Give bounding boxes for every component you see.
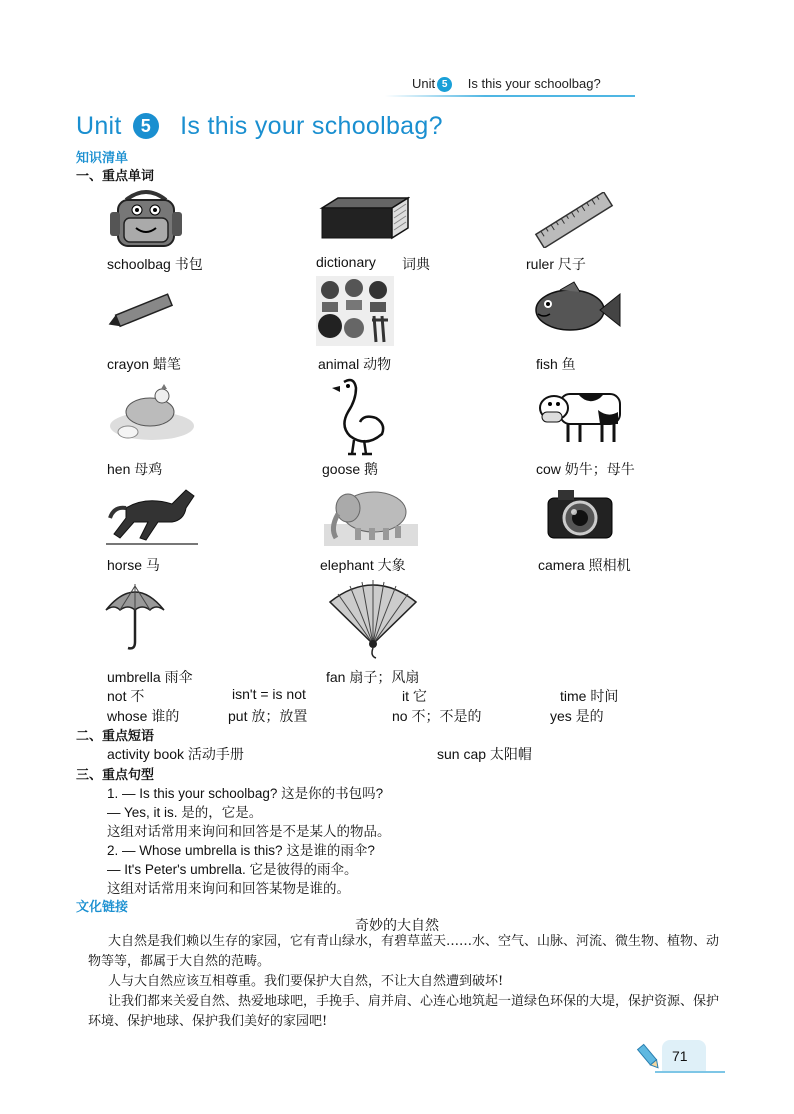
umbrella-picture — [104, 580, 166, 652]
sentence-1-note: 这组对话常用来询问和回答是不是某人的物品。 — [107, 824, 391, 839]
vocab-fish: fish 鱼 — [536, 356, 576, 372]
unit-title-text: Is this your schoolbag? — [180, 112, 443, 140]
vocab-camera: camera 照相机 — [538, 557, 631, 573]
word-it: it 它 — [402, 688, 427, 704]
sentence-1: 1. — Is this your schoolbag? 这是你的书包吗? — [107, 786, 384, 801]
vocab-horse: horse 马 — [107, 557, 160, 573]
fish-picture — [530, 280, 622, 340]
vocab-goose: goose 鹅 — [322, 461, 379, 477]
unit-number-badge: 5 — [437, 77, 452, 92]
vocab-elephant: elephant 大象 — [320, 557, 406, 573]
culture-paragraph-3: 让我们都来关爱自然、热爱地球吧，手挽手、肩并肩、心连心地筑起一道绿色环保的大堤，保护资源、保护环境、保护地球、保护我们美好的家园吧! — [88, 994, 720, 1029]
word-not: not 不 — [107, 688, 145, 704]
vocab-fan: fan 扇子；风扇 — [326, 669, 420, 685]
crayon-picture — [106, 290, 178, 332]
phrases-heading: 二、重点短语 — [76, 728, 155, 743]
vocab-schoolbag: schoolbag 书包 — [107, 256, 203, 272]
knowledge-list-heading: 知识清单 — [76, 150, 129, 165]
vocab-heading: 一、重点单词 — [76, 168, 155, 183]
word-time: time 时间 — [560, 688, 619, 704]
goose-picture — [320, 374, 390, 458]
unit-title — [76, 112, 443, 141]
sentences-heading: 三、重点句型 — [76, 767, 155, 782]
schoolbag-picture — [106, 182, 186, 252]
horse-picture — [106, 478, 198, 548]
word-no: no 不；不是的 — [392, 708, 482, 724]
unit-title-word: Unit — [76, 112, 122, 140]
culture-paragraph-2: 人与大自然应该互相尊重。我们要保护大自然，不让大自然遭到破坏! — [108, 974, 504, 989]
vocab-crayon: crayon 蜡笔 — [107, 356, 181, 372]
hen-picture — [106, 378, 198, 444]
footer-rule — [655, 1071, 725, 1073]
word-whose: whose 谁的 — [107, 708, 180, 724]
vocab-animal: animal 动物 — [318, 356, 392, 372]
vocab-ruler: ruler 尺子 — [526, 256, 586, 272]
header-rule — [385, 95, 635, 97]
culture-heading: 文化链接 — [76, 899, 129, 914]
vocab-hen: hen 母鸡 — [107, 461, 163, 477]
elephant-picture — [324, 484, 418, 546]
vocab-umbrella: umbrella 雨伞 — [107, 669, 193, 685]
cow-picture — [538, 384, 626, 446]
sentence-2: 2. — Whose umbrella is this? 这是谁的雨伞? — [107, 843, 375, 858]
fan-picture — [326, 578, 420, 660]
animal-picture — [316, 276, 394, 346]
dictionary-picture — [318, 194, 410, 242]
running-header-title: Is this your schoolbag? — [467, 76, 601, 91]
word-isnt: isn't = is not — [232, 686, 306, 702]
sentence-2-answer: — It's Peter's umbrella. 它是彼得的雨伞。 — [107, 862, 358, 877]
pencil-icon — [636, 1042, 662, 1072]
ruler-picture — [534, 192, 614, 248]
culture-paragraph-1: 大自然是我们赖以生存的家园，它有青山绿水，有碧草蓝天……水、空气、山脉、河流、微生物、植物、动物等等，都属于大自然的范畴。 — [88, 934, 720, 969]
running-header — [412, 76, 601, 92]
phrase-activity-book: activity book 活动手册 — [107, 746, 244, 762]
page-number: 71 — [672, 1048, 688, 1064]
camera-picture — [544, 484, 616, 544]
vocab-dictionary: dictionary — [316, 254, 376, 270]
phrase-sun-cap: sun cap 太阳帽 — [437, 746, 532, 762]
sentence-1-answer: — Yes, it is. 是的，它是。 — [107, 805, 263, 820]
sentence-2-note: 这组对话常用来询问和回答某物是谁的。 — [107, 881, 350, 896]
vocab-cow: cow 奶牛；母牛 — [536, 461, 635, 477]
word-put: put 放；放置 — [228, 708, 308, 724]
running-header-unit: Unit — [412, 76, 436, 91]
culture-title: 奇妙的大自然 — [355, 917, 439, 933]
word-yes: yes 是的 — [550, 708, 604, 724]
unit-title-number: 5 — [133, 113, 159, 139]
vocab-dictionary-cn: 词典 — [402, 256, 430, 272]
